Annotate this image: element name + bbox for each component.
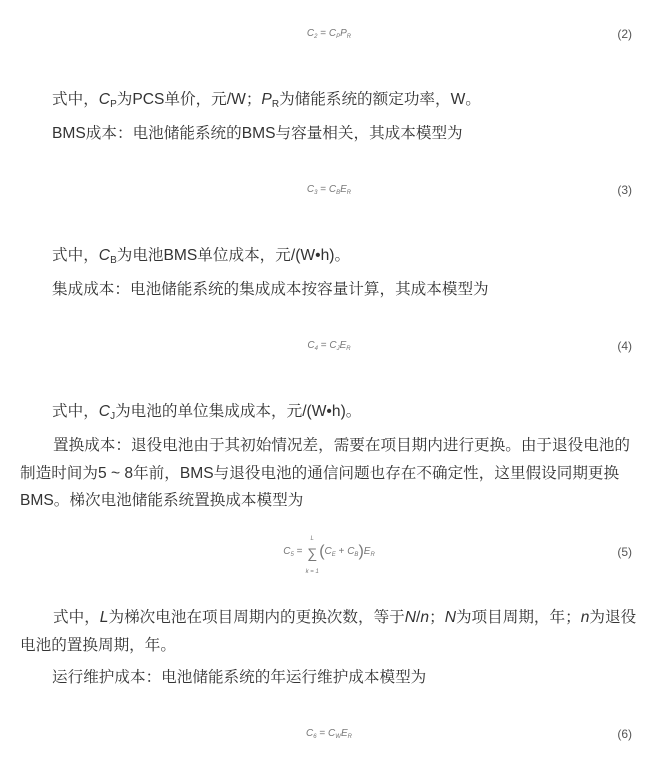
equation-5: $C_5$ = L ∑ k = 1 $(C_E + C_B)E_R$ xyxy=(283,536,375,575)
para-prefix: 式中， xyxy=(52,247,99,264)
eq2-rhs-sub2: R xyxy=(346,34,352,40)
eq2-rhs-var2: P xyxy=(340,28,347,39)
equation-number: (5) xyxy=(617,545,632,559)
paragraph-cb-definition xyxy=(52,242,642,275)
eq5-term-sub: B xyxy=(354,552,359,558)
var-n-upper: N xyxy=(444,609,456,626)
eq2-rhs-sub1: P xyxy=(336,34,341,40)
eq2-lhs-sub: 2 xyxy=(314,34,318,40)
var-sub: B xyxy=(110,255,117,266)
eq3-rhs-var1: C xyxy=(328,184,337,195)
para-prefix: 式中， xyxy=(53,609,100,626)
eq4-lhs-var: C xyxy=(307,340,315,351)
para-text: 为储能系统的额定功率，W。 xyxy=(279,91,481,108)
equation-4-row xyxy=(0,334,658,358)
var-sub: R xyxy=(271,99,280,110)
para-text: 为项目周期，年； xyxy=(455,609,581,626)
var-n-lower: n xyxy=(580,609,590,626)
equation-number: (3) xyxy=(617,183,632,197)
eq5-term-var: C xyxy=(347,546,355,557)
var-p: P xyxy=(261,91,272,108)
paragraph-l-definition xyxy=(20,604,640,659)
para-text: 为PCS单价，元/W； xyxy=(116,91,262,108)
para-prefix: 式中， xyxy=(52,91,99,108)
equation-number: (6) xyxy=(617,727,632,741)
eq2-rhs-var1: C xyxy=(328,28,337,39)
equation-2: $C_2 = C_PP_R$ xyxy=(306,28,352,40)
eq5-term-var: E xyxy=(363,546,371,557)
para-text: ； xyxy=(429,609,445,626)
paragraph-bms-cost: BMS成本：电池储能系统的BMS与容量相关，其成本模型为 xyxy=(52,125,463,142)
para-text: 为电池BMS单位成本，元/(W•h)。 xyxy=(116,247,351,264)
eq6-rhs-sub2: R xyxy=(347,734,352,740)
eq6-rhs-sub1: W xyxy=(335,734,341,740)
eq4-rhs-var1: C xyxy=(329,340,337,351)
eq6-rhs-var1: C xyxy=(328,728,336,739)
eq4-rhs-sub2: R xyxy=(346,346,351,352)
eq5-lhs-sub: 5 xyxy=(290,552,294,558)
eq3-rhs-var2: E xyxy=(340,184,347,195)
para-prefix: 式中， xyxy=(52,403,99,420)
var-c: C xyxy=(98,403,111,420)
eq6-lhs-sub: 6 xyxy=(313,734,317,740)
eq6-rhs-var2: E xyxy=(340,728,348,739)
para-text: / xyxy=(416,609,421,626)
eq3-rhs-sub2: R xyxy=(346,190,352,196)
var-sub: P xyxy=(110,99,117,110)
eq4-rhs-var2: E xyxy=(339,340,347,351)
paragraph-integration-cost: 集成成本：电池储能系统的集成成本按容量计算，其成本模型为 xyxy=(52,281,489,298)
var-n-upper: N xyxy=(404,609,417,626)
paragraph-om-cost: 运行维护成本：电池储能系统的年运行维护成本模型为 xyxy=(52,669,427,686)
eq3-rhs-sub1: B xyxy=(336,190,341,196)
paragraph-cp-definition xyxy=(52,86,642,119)
var-c: C xyxy=(98,247,111,264)
paragraph-cj-definition xyxy=(52,398,642,431)
eq4-rhs-sub1: J xyxy=(336,346,340,352)
equation-5-row xyxy=(0,536,658,575)
equation-4: $C_4 = C_JE_R$ xyxy=(307,340,351,352)
eq6-lhs-var: C xyxy=(306,728,314,739)
equation-3-row xyxy=(0,178,658,202)
equation-number: (2) xyxy=(617,27,632,41)
paragraph-replacement-cost: 置换成本：退役电池由于其初始情况差，需要在项目期内进行更换。由于退役电池的制造时间为5 ~ 8年前，BMS与退役电池的通信问题也存在不确定性，这里假设同期更换BMS。梯次电池储能系统置换成本模型为 xyxy=(20,437,630,509)
eq3-lhs-sub: 3 xyxy=(314,190,318,196)
var-c: C xyxy=(98,91,111,108)
equation-2-row xyxy=(0,22,658,46)
var-n-lower: n xyxy=(420,609,430,626)
eq4-lhs-sub: 4 xyxy=(314,346,318,352)
equation-3: $C_3 = C_BE_R$ xyxy=(306,184,352,196)
eq5-term-var: C xyxy=(324,546,332,557)
summation-symbol: L ∑ k = 1 xyxy=(305,536,319,575)
var-sub: J xyxy=(110,411,116,422)
para-text: 为梯次电池在项目周期内的更换次数，等于 xyxy=(108,609,405,626)
equation-number: (4) xyxy=(617,339,632,353)
eq5-lhs-var: C xyxy=(283,546,291,557)
para-text: 为退役电池的置换周期，年。 xyxy=(20,609,637,654)
equation-6: $C_6 = C_WE_R$ xyxy=(306,728,352,740)
equation-6-row xyxy=(0,722,658,746)
sum-upper-limit: L xyxy=(310,536,314,542)
var-l: L xyxy=(99,609,109,626)
eq5-term-sub: E xyxy=(331,552,336,558)
sum-lower-limit: k = 1 xyxy=(305,569,319,575)
eq5-term-sub: R xyxy=(370,552,375,558)
para-text: 为电池的单位集成成本，元/(W•h)。 xyxy=(115,403,362,420)
eq2-lhs-var: C xyxy=(306,28,315,39)
eq3-lhs-var: C xyxy=(306,184,315,195)
